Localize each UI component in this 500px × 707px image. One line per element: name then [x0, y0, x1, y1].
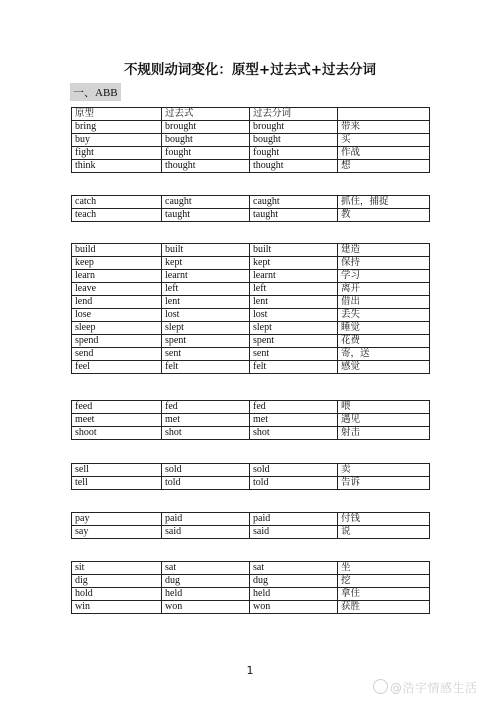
column-header: 过去式 [162, 108, 250, 121]
table-row [72, 477, 430, 490]
past-tense-cell: fed [162, 401, 250, 414]
base-form-cell: tell [72, 477, 162, 490]
base-form-cell: buy [72, 134, 162, 147]
base-form-cell: meet [72, 414, 162, 427]
table-row [72, 601, 430, 614]
past-tense-cell: bought [162, 134, 250, 147]
past-participle-cell: slept [250, 322, 338, 335]
past-participle-cell: held [250, 588, 338, 601]
table-row [72, 526, 430, 539]
base-form-cell: build [72, 244, 162, 257]
past-tense-cell: taught [162, 209, 250, 222]
page-number: 1 [246, 664, 254, 677]
past-tense-cell: felt [162, 361, 250, 374]
past-participle-cell: said [250, 526, 338, 539]
meaning-cell: 寄，送 [338, 348, 430, 361]
base-form-cell: dig [72, 575, 162, 588]
past-tense-cell: brought [162, 121, 250, 134]
meaning-cell: 喂 [338, 401, 430, 414]
table-row [72, 513, 430, 526]
past-tense-cell: fought [162, 147, 250, 160]
base-form-cell: fight [72, 147, 162, 160]
table-row [72, 322, 430, 335]
watermark-text: @浩宇情感生活 [390, 681, 478, 695]
base-form-cell: sleep [72, 322, 162, 335]
base-form-cell: pay [72, 513, 162, 526]
past-tense-cell: lent [162, 296, 250, 309]
table-row [72, 309, 430, 322]
past-tense-cell: sat [162, 562, 250, 575]
base-form-cell: say [72, 526, 162, 539]
meaning-cell: 买 [338, 134, 430, 147]
past-participle-cell: lost [250, 309, 338, 322]
past-participle-cell: shot [250, 427, 338, 440]
past-participle-cell: fought [250, 147, 338, 160]
meaning-cell: 挖 [338, 575, 430, 588]
past-participle-cell: won [250, 601, 338, 614]
past-participle-cell: dug [250, 575, 338, 588]
past-participle-cell: sat [250, 562, 338, 575]
meaning-cell: 学习 [338, 270, 430, 283]
verb-table [71, 512, 430, 539]
past-tense-cell: sold [162, 464, 250, 477]
table-row [72, 209, 430, 222]
past-tense-cell: met [162, 414, 250, 427]
table-row [72, 427, 430, 440]
verb-table [71, 107, 430, 173]
past-participle-cell: left [250, 283, 338, 296]
table-row [72, 147, 430, 160]
watermark-logo-icon [373, 679, 388, 694]
meaning-cell: 付钱 [338, 513, 430, 526]
meaning-cell: 卖 [338, 464, 430, 477]
past-tense-cell: learnt [162, 270, 250, 283]
verb-table [71, 195, 430, 222]
past-tense-cell: said [162, 526, 250, 539]
past-tense-cell: left [162, 283, 250, 296]
meaning-cell: 保持 [338, 257, 430, 270]
past-participle-cell: built [250, 244, 338, 257]
past-tense-cell: spent [162, 335, 250, 348]
meaning-cell: 遇见 [338, 414, 430, 427]
base-form-cell: catch [72, 196, 162, 209]
past-participle-cell: told [250, 477, 338, 490]
verb-table [71, 400, 430, 440]
base-form-cell: think [72, 160, 162, 173]
table-row [72, 588, 430, 601]
past-participle-cell: thought [250, 160, 338, 173]
past-participle-cell: caught [250, 196, 338, 209]
base-form-cell: lend [72, 296, 162, 309]
table-row [72, 270, 430, 283]
base-form-cell: learn [72, 270, 162, 283]
verb-table [71, 561, 430, 614]
meaning-cell: 抓住，捕捉 [338, 196, 430, 209]
table-row [72, 575, 430, 588]
verb-table [71, 463, 430, 490]
past-participle-cell: fed [250, 401, 338, 414]
table-row [72, 244, 430, 257]
meaning-cell: 借出 [338, 296, 430, 309]
table-row [72, 361, 430, 374]
base-form-cell: teach [72, 209, 162, 222]
past-participle-cell: kept [250, 257, 338, 270]
verb-table [71, 243, 430, 374]
past-tense-cell: kept [162, 257, 250, 270]
base-form-cell: send [72, 348, 162, 361]
section-heading: 一、ABB [70, 83, 121, 101]
past-participle-cell: met [250, 414, 338, 427]
meaning-cell: 说 [338, 526, 430, 539]
past-tense-cell: caught [162, 196, 250, 209]
meaning-cell: 花费 [338, 335, 430, 348]
past-participle-cell: brought [250, 121, 338, 134]
column-header [338, 108, 430, 121]
meaning-cell: 带来 [338, 121, 430, 134]
meaning-cell: 获胜 [338, 601, 430, 614]
past-participle-cell: learnt [250, 270, 338, 283]
meaning-cell: 睡觉 [338, 322, 430, 335]
column-header: 原型 [72, 108, 162, 121]
past-tense-cell: dug [162, 575, 250, 588]
past-participle-cell: lent [250, 296, 338, 309]
meaning-cell: 感觉 [338, 361, 430, 374]
table-row [72, 562, 430, 575]
table-header-row [72, 108, 430, 121]
base-form-cell: sit [72, 562, 162, 575]
past-participle-cell: spent [250, 335, 338, 348]
base-form-cell: lose [72, 309, 162, 322]
meaning-cell: 离开 [338, 283, 430, 296]
table-row [72, 348, 430, 361]
base-form-cell: keep [72, 257, 162, 270]
table-row [72, 401, 430, 414]
past-participle-cell: bought [250, 134, 338, 147]
past-tense-cell: held [162, 588, 250, 601]
base-form-cell: leave [72, 283, 162, 296]
past-participle-cell: felt [250, 361, 338, 374]
table-row [72, 283, 430, 296]
table-row [72, 121, 430, 134]
meaning-cell: 告诉 [338, 477, 430, 490]
meaning-cell: 射击 [338, 427, 430, 440]
base-form-cell: sell [72, 464, 162, 477]
past-tense-cell: built [162, 244, 250, 257]
meaning-cell: 拿住 [338, 588, 430, 601]
base-form-cell: feel [72, 361, 162, 374]
past-participle-cell: sold [250, 464, 338, 477]
base-form-cell: spend [72, 335, 162, 348]
base-form-cell: bring [72, 121, 162, 134]
past-tense-cell: told [162, 477, 250, 490]
past-tense-cell: sent [162, 348, 250, 361]
past-participle-cell: sent [250, 348, 338, 361]
meaning-cell: 想 [338, 160, 430, 173]
past-tense-cell: won [162, 601, 250, 614]
base-form-cell: hold [72, 588, 162, 601]
meaning-cell: 坐 [338, 562, 430, 575]
meaning-cell: 教 [338, 209, 430, 222]
past-tense-cell: paid [162, 513, 250, 526]
meaning-cell: 丢失 [338, 309, 430, 322]
meaning-cell: 作战 [338, 147, 430, 160]
table-row [72, 196, 430, 209]
table-row [72, 160, 430, 173]
base-form-cell: win [72, 601, 162, 614]
table-row [72, 464, 430, 477]
table-row [72, 296, 430, 309]
meaning-cell: 建造 [338, 244, 430, 257]
table-row [72, 335, 430, 348]
watermark [373, 679, 478, 696]
table-row [72, 134, 430, 147]
past-tense-cell: lost [162, 309, 250, 322]
past-participle-cell: paid [250, 513, 338, 526]
table-row [72, 414, 430, 427]
column-header: 过去分词 [250, 108, 338, 121]
past-tense-cell: shot [162, 427, 250, 440]
page-title: 不规则动词变化：原型+过去式+过去分词 [123, 62, 377, 78]
table-row [72, 257, 430, 270]
past-tense-cell: thought [162, 160, 250, 173]
base-form-cell: shoot [72, 427, 162, 440]
base-form-cell: feed [72, 401, 162, 414]
past-participle-cell: taught [250, 209, 338, 222]
past-tense-cell: slept [162, 322, 250, 335]
